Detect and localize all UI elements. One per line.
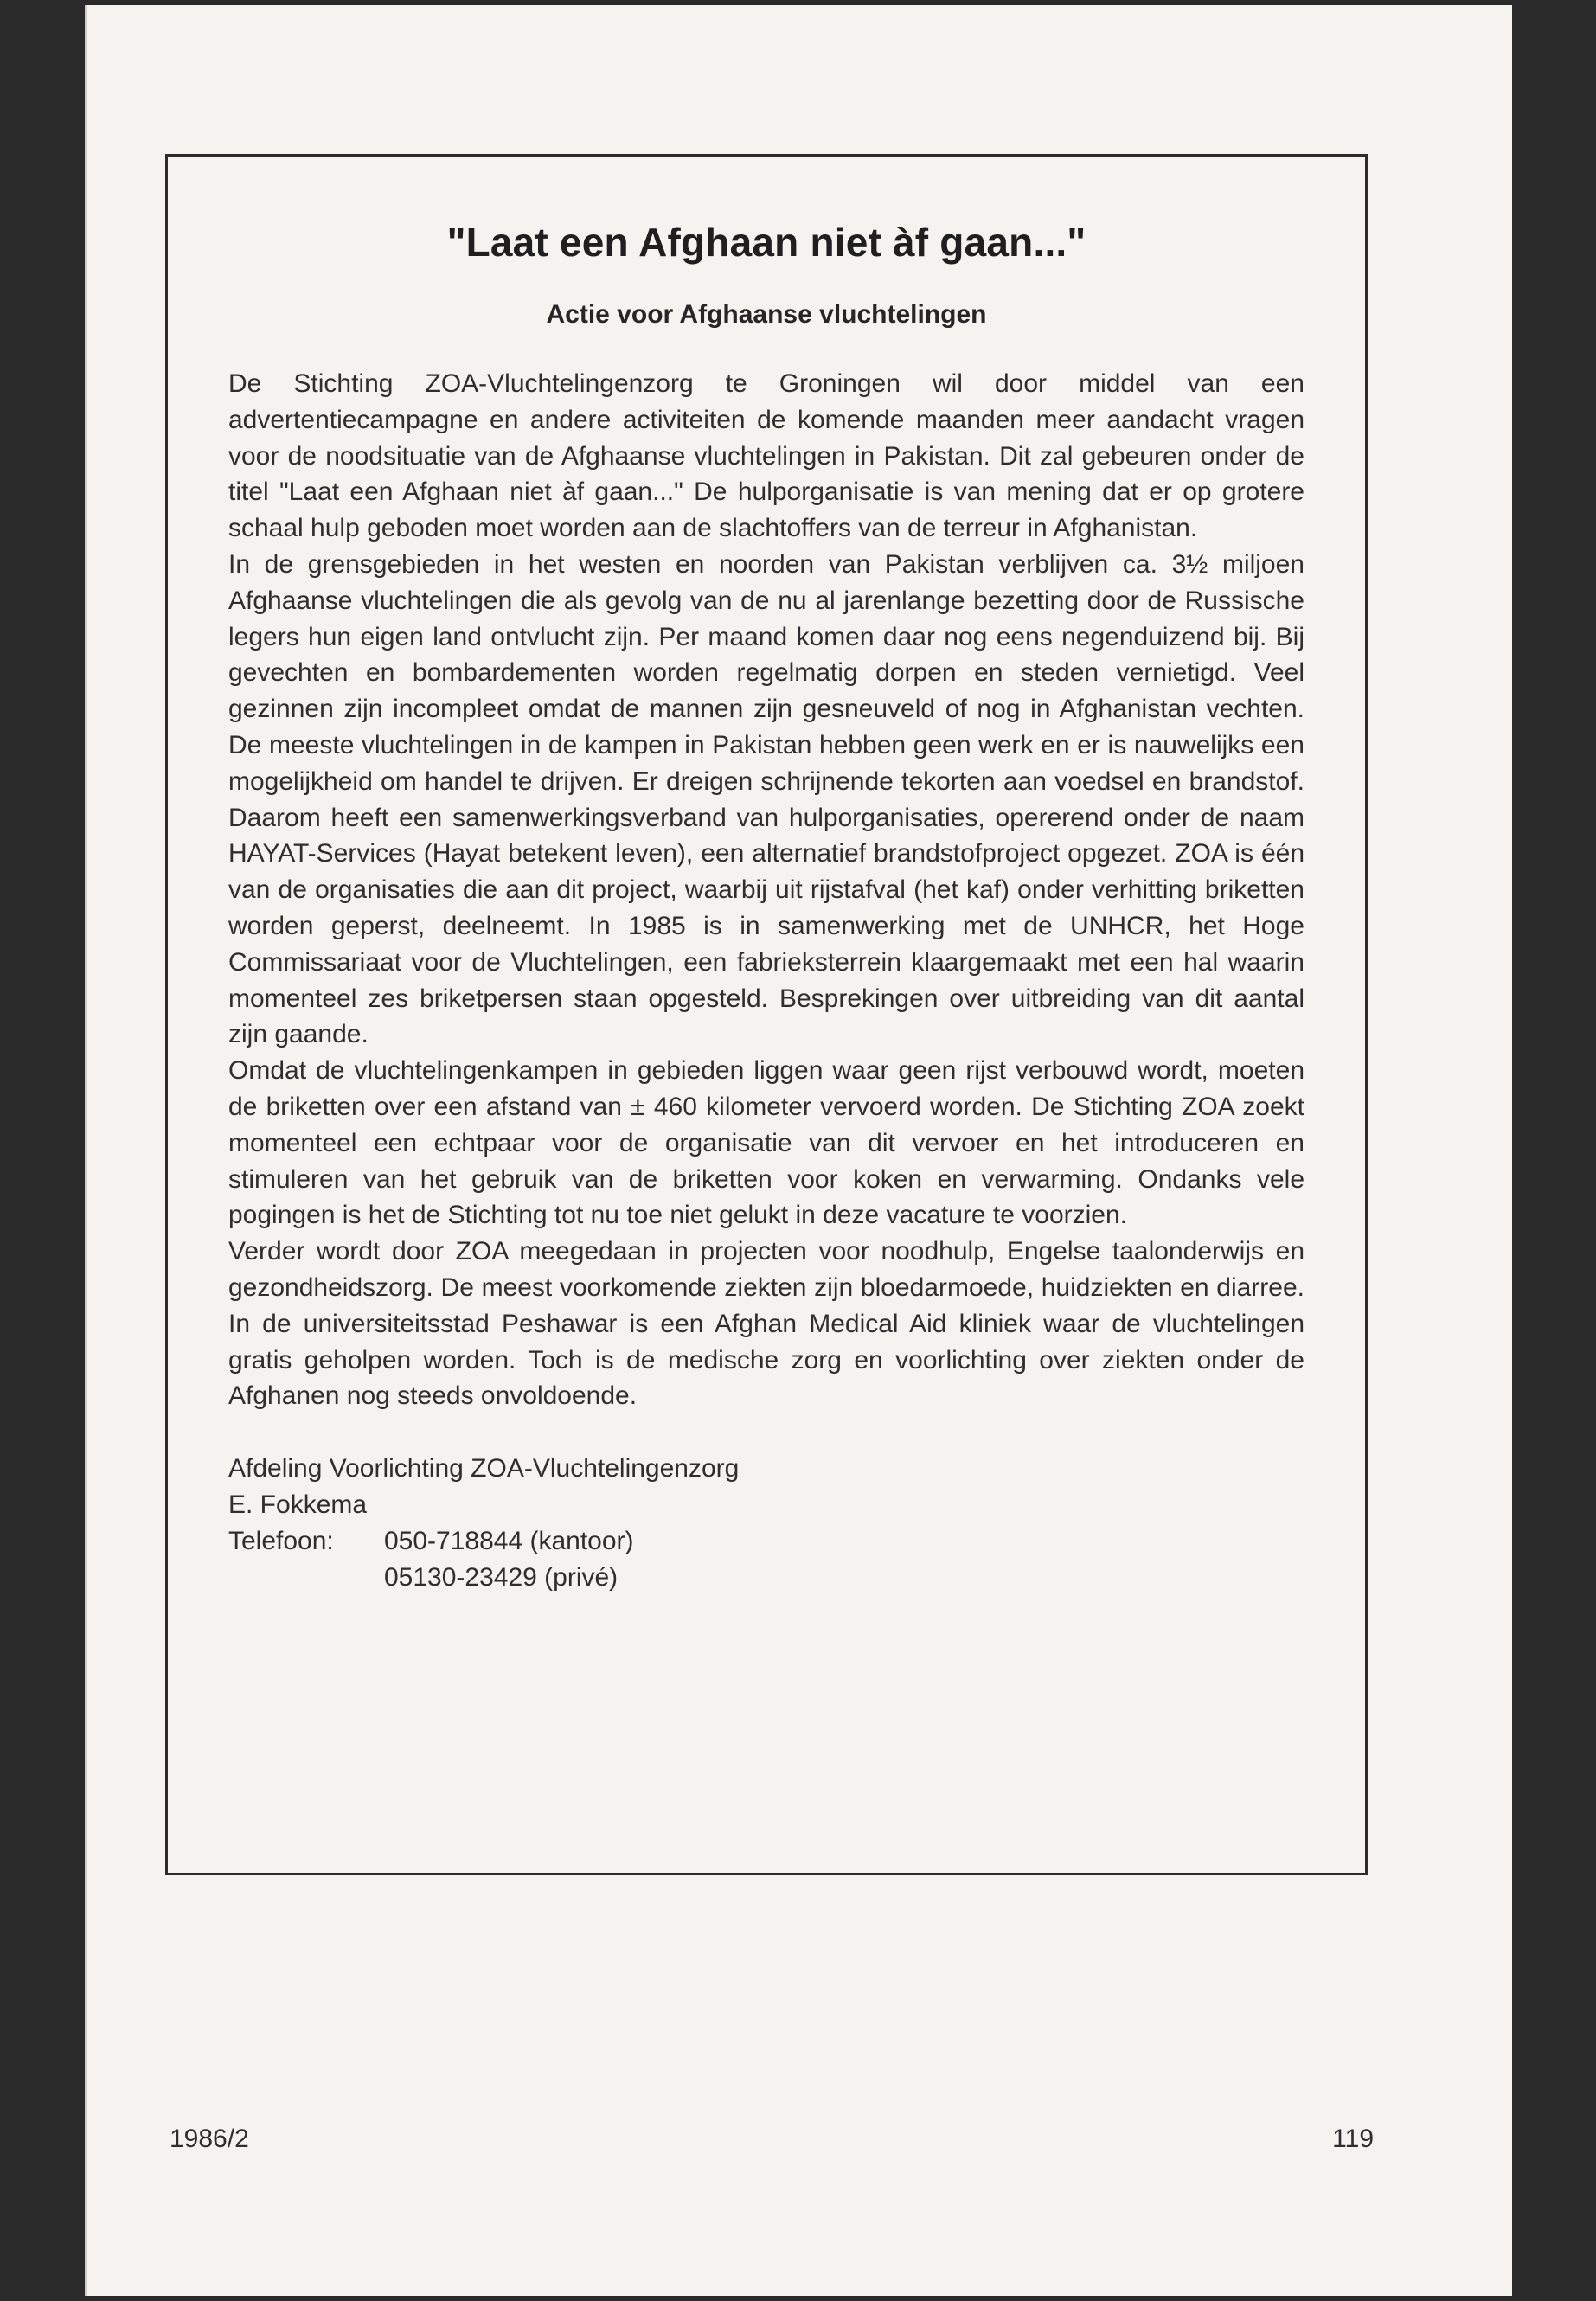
contact-department: Afdeling Voorlichting ZOA-Vluchtelingenzorg [228, 1454, 740, 1484]
contact-block [228, 1451, 1304, 1595]
phone-label: Telefoon: [228, 1526, 334, 1555]
contact-name: E. Fokkema [228, 1490, 368, 1519]
paragraph: Omdat de vluchtelingenkampen in gebieden liggen waar geen rijst verbouwd wordt, moeten de briketten over een afstand van ± 460 kilometer vervoerd worden. De Stichting ZOA zoekt momenteel een echtpaar voor de organisatie van dit vervoer en het introduceren en stimuleren van het gebruik van de briketten voor koken en verwarming. Ondanks vele pogingen is het de Stichting tot nu toe niet gelukt in deze vacature te voorzien. [228, 1056, 1304, 1230]
contact-phone [228, 1523, 1304, 1596]
paragraph: De Stichting ZOA-Vluchtelingenzorg te Groningen wil door middel van een advertentiecampagne en andere activiteiten de komende maanden meer aandacht vragen voor de noodsituatie van de Afghaanse vluchtelingen in Pakistan. Dit zal gebeuren onder de titel "Laat een Afghaan niet àf gaan..." De hulporganisatie is van mening dat er op grotere schaal hulp geboden moet worden aan de slachtoffers van de terreur in Afghanistan. [228, 369, 1304, 543]
article-frame [165, 154, 1368, 1875]
paragraph: In de grensgebieden in het westen en noorden van Pakistan verblijven ca. 3½ miljoen Afghaanse vluchtelingen die als gevolg van de nu al jarenlange bezetting door de Russische legers hun eigen land ontvlucht zijn. Per maand komen daar nog eens negenduizend bij. Bij gevechten en bombardementen worden regelmatig dorpen en steden vernietigd. Veel gezinnen zijn incompleet omdat de mannen zijn gesneuveld of nog in Afghanistan vechten. De meeste vluchtelingen in de kampen in Pakistan hebben geen werk en er is nauwelijks een mogelijkheid om handel te drijven. Er dreigen schrijnende tekorten aan voedsel en brandstof. Daarom heeft een samenwerkingsverband van hulporganisaties, opererend onder de naam HAYAT-Services (Hayat betekent leven), een alternatief brandstofproject opgezet. ZOA is één van de organisaties die aan dit project, waarbij uit rijstafval (het kaf) onder verhitting briketten worden geperst, deelneemt. In 1985 is in samenwerking met de UNHCR, het Hoge Commissariaat voor de Vluchtelingen, een fabrieksterrein klaargemaakt met een hal waarin momenteel zes briketpersen staan opgesteld. Besprekingen over uitbreiding van dit aantal zijn gaande. [228, 549, 1304, 1049]
document-page [85, 5, 1512, 2296]
paragraph: Verder wordt door ZOA meegedaan in projecten voor noodhulp, Engelse taalonderwijs en gezondheidszorg. De meest voorkomende ziekten zijn bloedarmoede, huidziekten en diarree. In de universiteitsstad Peshawar is een Afghan Medical Aid kliniek waar de vluchtelingen gratis geholpen worden. Toch is de medische zorg en voorlichting over ziekten onder de Afghanen nog steeds onvoldoende. [228, 1237, 1304, 1411]
article-title: "Laat een Afghaan niet àf gaan..." [446, 220, 1086, 265]
article-body [228, 366, 1304, 1414]
page-number: 119 [1332, 2125, 1374, 2153]
phone-private: 05130-23429 (privé) [384, 1562, 619, 1592]
phone-numbers [384, 1523, 634, 1596]
phone-office: 050-718844 (kantoor) [384, 1526, 634, 1555]
issue-label: 1986/2 [170, 2125, 249, 2153]
article-subtitle: Actie voor Afghaanse vluchtelingen [546, 300, 987, 329]
